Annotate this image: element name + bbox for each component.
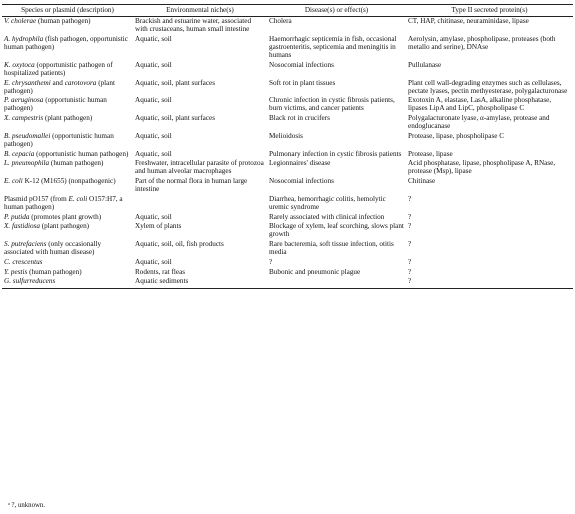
header-row xyxy=(2,5,573,17)
species-cell xyxy=(2,177,133,195)
niche-cell: Aquatic, soil xyxy=(135,149,172,158)
protein-cell: ? xyxy=(408,257,412,266)
niche-cell: Aquatic, soil, oil, fish products xyxy=(135,240,224,249)
species-name-secondary: carotovora xyxy=(64,78,97,87)
protein-cell: Aerolysin, amylase, phospholipase, proteases (both metallo and serine), DNAse xyxy=(408,34,556,51)
niche-cell: Aquatic, soil, plant surfaces xyxy=(135,78,216,87)
table-row xyxy=(2,96,573,114)
disease-cell: Legionnaires' disease xyxy=(269,159,331,168)
species-cell xyxy=(2,240,133,258)
disease-cell: Blockage of xylem, leaf scorching, slows plant growth xyxy=(269,222,404,239)
niche-cell: Aquatic sediments xyxy=(133,277,267,289)
disease-cell: Melioidosis xyxy=(269,131,303,140)
header-disease: Disease(s) or effect(s) xyxy=(267,5,406,17)
niche-cell: Aquatic, soil xyxy=(135,212,172,221)
species-description: (only occasionally associated with human disease) xyxy=(4,240,102,257)
species-name: V. cholerae xyxy=(4,17,37,26)
header-protein: Type II secreted protein(s) xyxy=(406,5,573,17)
protein-cell: Polygalacturonate lyase, α-amylase, protease and endoglucanase xyxy=(408,114,550,131)
disease-cell: Haemorrhagic septicemia in fish, occasional gastroenteritis, septicemia and meningitis in humans xyxy=(269,34,397,60)
species-cell xyxy=(2,114,133,132)
species-description: (opportunistic human pathogen) xyxy=(4,131,114,148)
disease-cell: Diarrhea, hemorrhagic colitis, hemolytic uremic syndrome xyxy=(269,194,386,211)
species-description: K-12 (M1655) (nonpathogenic) xyxy=(22,177,116,186)
species-cell xyxy=(2,258,133,268)
niche-cell: Rodents, rat fleas xyxy=(135,267,186,276)
protein-cell: ? xyxy=(408,194,412,203)
disease-cell: Cholera xyxy=(269,17,292,26)
table-row xyxy=(2,240,573,258)
niche-cell: Xylem of plants xyxy=(135,222,182,231)
disease-cell: Pulmonary infection in cystic fibrosis patients xyxy=(269,149,402,158)
species-cell xyxy=(2,17,133,35)
species-description: (opportunistic human pathogen) xyxy=(4,96,107,113)
protein-cell: Protease, lipase, phospholipase C xyxy=(408,131,505,140)
species-name-secondary: E. coli xyxy=(68,194,88,203)
niche-cell: Aquatic, soil, plant surfaces xyxy=(135,114,216,123)
table-row xyxy=(2,17,573,35)
niche-cell: Aquatic, soil xyxy=(135,96,172,105)
species-description: Plasmid pO157 (from xyxy=(4,194,69,203)
species-description: (plant pathogen) xyxy=(43,114,93,123)
species-description: and xyxy=(50,78,65,87)
species-cell xyxy=(2,132,133,150)
disease-cell: ? xyxy=(269,257,273,266)
disease-cell: Rare bacteremia, soft tissue infection, otitis media xyxy=(269,240,394,257)
disease-cell: Nosocomial infections xyxy=(269,177,334,186)
species-name: B. pseudomallei xyxy=(4,131,51,140)
species-name: X. fastidiosa xyxy=(4,222,40,231)
species-name: P. putida xyxy=(4,212,30,221)
species-description: (human pathogen) xyxy=(27,267,82,276)
species-name: Y. pestis xyxy=(4,267,28,276)
species-description: (plant pathogen) xyxy=(39,222,90,231)
species-cell xyxy=(2,213,133,223)
species-name: C. crescentus xyxy=(4,257,43,266)
table-row xyxy=(2,213,573,223)
niche-cell: Freshwater, intracellular parasite of protozoa and human alveolar macrophages xyxy=(135,159,264,176)
species-cell xyxy=(2,35,133,61)
species-name: S. putrefaciens xyxy=(4,240,47,249)
protein-cell: Plant cell wall-degrading enzymes such as cellulases, pectate lyases, pectin methyesterase, polygalacturonase xyxy=(408,78,568,95)
species-description: (opportunistic human pathogen) xyxy=(34,149,129,158)
table-row xyxy=(2,159,573,177)
disease-cell: Nosocomial infections xyxy=(269,60,334,69)
species-name: G. sulfurreducens xyxy=(4,277,56,286)
niche-cell: Aquatic, soil xyxy=(135,131,172,140)
species-description: (human pathogen) xyxy=(36,17,91,26)
niche-cell: Aquatic, soil xyxy=(135,257,172,266)
species-name: A. hydrophila xyxy=(4,34,44,43)
table-row xyxy=(2,222,573,240)
species-cell xyxy=(2,222,133,240)
protein-cell: ? xyxy=(408,222,412,231)
niche-cell: Aquatic, soil xyxy=(135,60,172,69)
protein-cell: Protease, lipase xyxy=(408,149,453,158)
species-name: P. aeruginosa xyxy=(4,96,44,105)
table-row xyxy=(2,79,573,97)
species-name: E. chrysanthemi xyxy=(4,78,51,87)
species-cell xyxy=(2,159,133,177)
protein-cell: Chitinase xyxy=(408,177,436,186)
species-description: (promotes plant growth) xyxy=(29,212,102,221)
table-row xyxy=(2,258,573,268)
species-cell xyxy=(2,268,133,278)
secreted-proteins-table xyxy=(2,4,573,289)
protein-cell: ? xyxy=(408,240,412,249)
disease-cell: Rarely associated with clinical infection xyxy=(269,212,385,221)
species-cell xyxy=(2,277,133,289)
table-row xyxy=(2,132,573,150)
table-row xyxy=(2,114,573,132)
species-description: (fish pathogen, opportunistic human pathogen) xyxy=(4,34,128,51)
species-description-secondary: (plant pathogen) xyxy=(4,78,115,95)
species-description: (opportunistic pathogen of hospitalized patients) xyxy=(4,60,113,77)
species-name: X. campestris xyxy=(4,114,44,123)
table-row xyxy=(2,150,573,160)
species-cell xyxy=(2,79,133,97)
species-name: E. coli xyxy=(4,177,23,186)
table-row xyxy=(2,277,573,289)
species-description-secondary: O157:H7, a human pathogen) xyxy=(4,194,123,211)
table-row xyxy=(2,177,573,195)
disease-cell xyxy=(267,277,406,289)
niche-cell: Aquatic, soil xyxy=(135,34,172,43)
table-row xyxy=(2,268,573,278)
protein-cell: Acid phosphatase, lipase, phospholipase A, RNase, protease (Msp), lipase xyxy=(408,159,556,176)
protein-cell: CT, HAP, chitinase, neuraminidase, lipase xyxy=(408,17,529,26)
table-row xyxy=(2,35,573,61)
disease-cell: Soft rot in plant tissues xyxy=(269,78,336,87)
header-niche: Environmental niche(s) xyxy=(133,5,267,17)
niche-cell: Part of the normal flora in human large intestine xyxy=(135,177,248,194)
species-cell xyxy=(2,195,133,213)
disease-cell: Bubonic and pneumonic plague xyxy=(269,267,361,276)
niche-cell: Brackish and estuarine water, associated with crustaceans, human small intestine xyxy=(135,17,252,34)
species-description: (human pathogen) xyxy=(49,159,104,168)
disease-cell: Chronic infection in cystic fibrosis patients, burn victims, and cancer patients xyxy=(269,96,395,113)
table-row xyxy=(2,61,573,79)
species-name: K. oxytoca xyxy=(4,60,35,69)
table-row xyxy=(2,195,573,213)
niche-cell xyxy=(133,195,267,213)
protein-cell: ? xyxy=(408,212,412,221)
protein-cell: Exotoxin A, elastase, LasA, alkaline phosphatase, lipases LipA and LipC, phospholipase C xyxy=(408,96,552,113)
table-footnote: ᵃ ?, unknown. xyxy=(8,502,45,509)
species-cell xyxy=(2,96,133,114)
disease-cell: Black rot in crucifers xyxy=(269,114,330,123)
protein-cell: ? xyxy=(408,267,412,276)
species-cell xyxy=(2,61,133,79)
protein-cell: Pullulanase xyxy=(408,60,442,69)
species-name: B. cepacia xyxy=(4,149,35,158)
header-species: Species or plasmid (description) xyxy=(2,5,133,17)
species-name: L. pneumophila xyxy=(4,159,50,168)
protein-cell: ? xyxy=(406,277,573,289)
species-cell xyxy=(2,150,133,160)
